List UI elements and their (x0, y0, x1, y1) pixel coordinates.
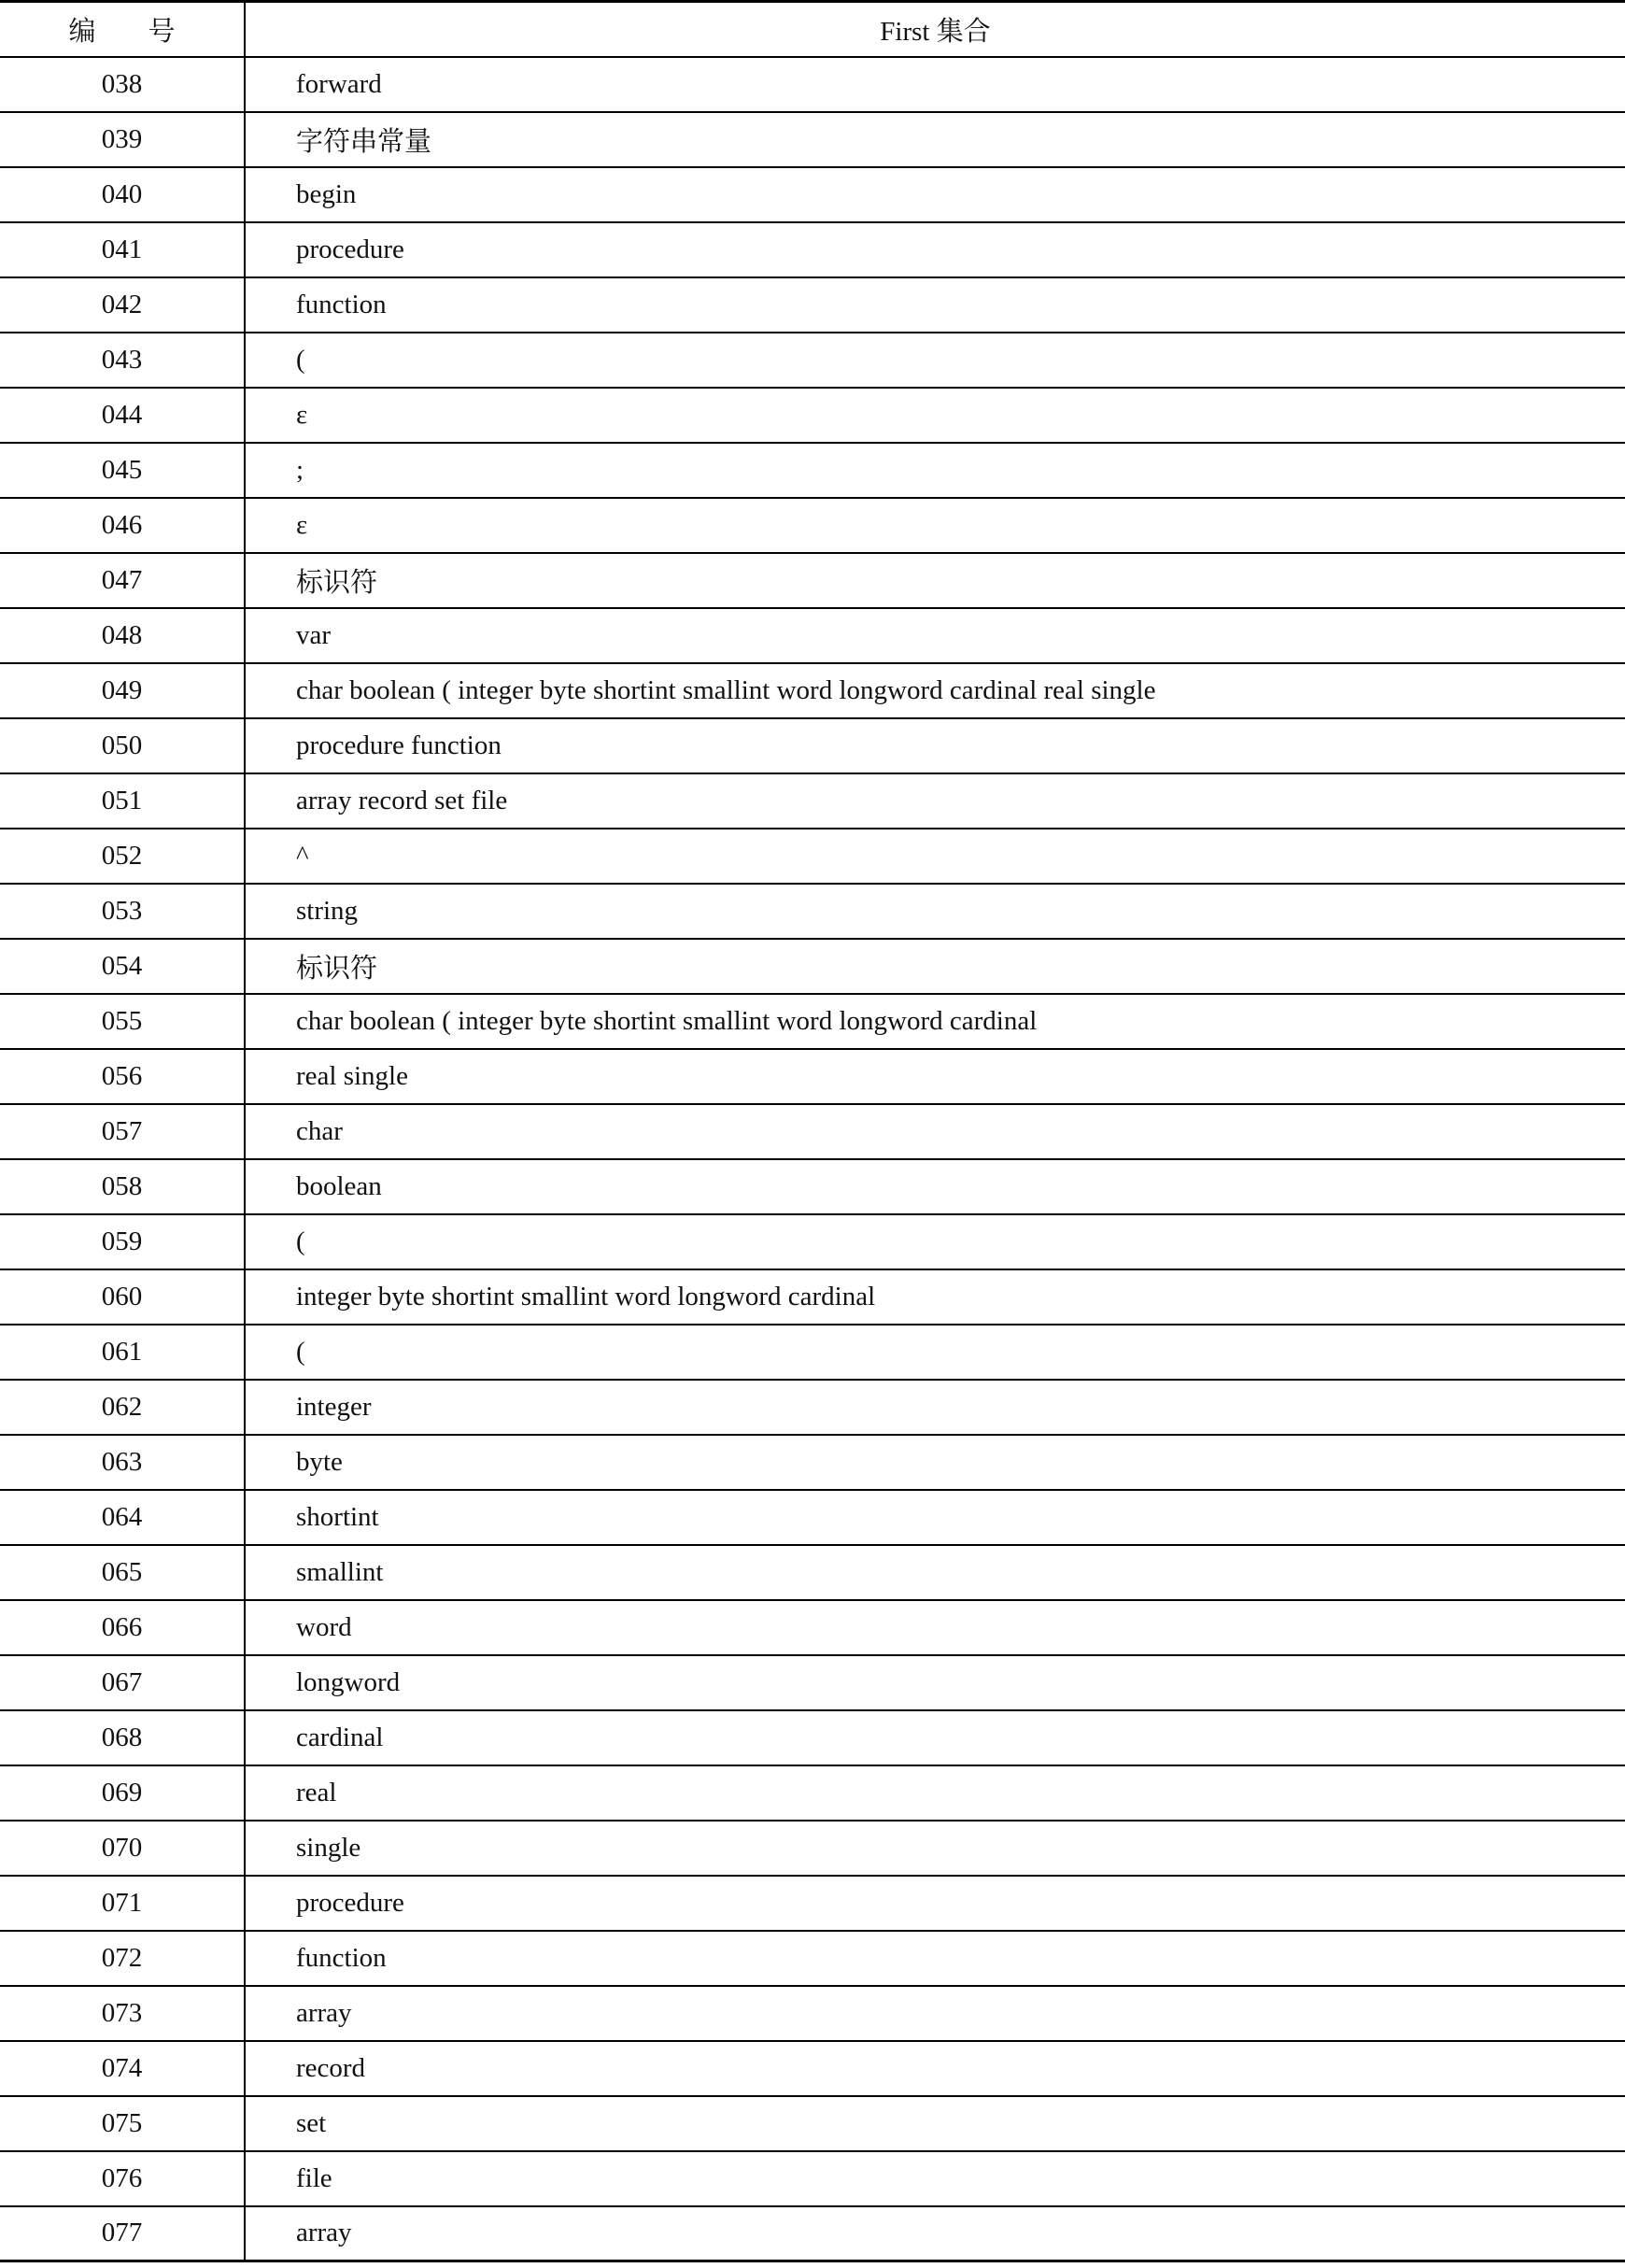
row-first-set-cell: file (245, 2151, 1625, 2206)
table-body (0, 57, 1625, 2261)
row-first-set-cell: procedure function (245, 718, 1625, 773)
row-id-cell: 048 (0, 608, 245, 663)
table-header (0, 2, 1625, 57)
header-first-set: First 集合 (245, 2, 1625, 57)
row-first-set-cell: ( (245, 1214, 1625, 1269)
row-first-set-cell: char (245, 1104, 1625, 1159)
row-id-cell: 073 (0, 1986, 245, 2041)
row-first-set-cell: forward (245, 57, 1625, 112)
table-row (0, 608, 1625, 663)
table-row (0, 2151, 1625, 2206)
table-row (0, 1876, 1625, 1931)
row-first-set-cell: 标识符 (245, 553, 1625, 608)
table-row (0, 553, 1625, 608)
row-id-cell: 039 (0, 112, 245, 167)
row-id-cell: 067 (0, 1655, 245, 1710)
row-first-set-cell: ε (245, 498, 1625, 553)
row-id-cell: 068 (0, 1710, 245, 1765)
table-row (0, 388, 1625, 443)
row-id-cell: 038 (0, 57, 245, 112)
row-first-set-cell: 标识符 (245, 939, 1625, 994)
row-id-cell: 062 (0, 1380, 245, 1435)
row-first-set-cell: 字符串常量 (245, 112, 1625, 167)
row-id-cell: 053 (0, 884, 245, 939)
row-first-set-cell: real single (245, 1049, 1625, 1104)
row-id-cell: 063 (0, 1435, 245, 1490)
row-first-set-cell: array record set file (245, 773, 1625, 829)
row-id-cell: 058 (0, 1159, 245, 1214)
row-id-cell: 043 (0, 333, 245, 388)
row-id-cell: 056 (0, 1049, 245, 1104)
row-id-cell: 077 (0, 2206, 245, 2261)
row-id-cell: 045 (0, 443, 245, 498)
row-id-cell: 044 (0, 388, 245, 443)
row-first-set-cell: set (245, 2096, 1625, 2151)
table-row (0, 1159, 1625, 1214)
row-first-set-cell: string (245, 884, 1625, 939)
row-first-set-cell: shortint (245, 1490, 1625, 1545)
row-id-cell: 059 (0, 1214, 245, 1269)
row-id-cell: 060 (0, 1269, 245, 1325)
row-first-set-cell: integer (245, 1380, 1625, 1435)
row-id-cell: 064 (0, 1490, 245, 1545)
table-row (0, 994, 1625, 1049)
row-id-cell: 050 (0, 718, 245, 773)
table-row (0, 443, 1625, 498)
row-first-set-cell: function (245, 1931, 1625, 1986)
row-first-set-cell: word (245, 1600, 1625, 1655)
row-id-cell: 065 (0, 1545, 245, 1600)
table-row (0, 498, 1625, 553)
row-id-cell: 076 (0, 2151, 245, 2206)
table-row (0, 829, 1625, 884)
row-id-cell: 069 (0, 1765, 245, 1821)
table-row (0, 333, 1625, 388)
row-id-cell: 070 (0, 1821, 245, 1876)
row-first-set-cell: ε (245, 388, 1625, 443)
row-first-set-cell: procedure (245, 1876, 1625, 1931)
row-id-cell: 071 (0, 1876, 245, 1931)
row-id-cell: 061 (0, 1325, 245, 1380)
row-id-cell: 049 (0, 663, 245, 718)
row-first-set-cell: var (245, 608, 1625, 663)
row-first-set-cell: array (245, 1986, 1625, 2041)
table-row (0, 167, 1625, 222)
row-id-cell: 055 (0, 994, 245, 1049)
table-row (0, 718, 1625, 773)
table-row (0, 1710, 1625, 1765)
table-row (0, 57, 1625, 112)
row-first-set-cell: record (245, 2041, 1625, 2096)
table-row (0, 1104, 1625, 1159)
header-id-label: 编号 (68, 16, 228, 47)
row-first-set-cell: byte (245, 1435, 1625, 1490)
row-id-cell: 057 (0, 1104, 245, 1159)
row-first-set-cell: procedure (245, 222, 1625, 277)
table-row (0, 1655, 1625, 1710)
table-row (0, 1600, 1625, 1655)
row-id-cell: 051 (0, 773, 245, 829)
table-row (0, 2096, 1625, 2151)
table-row (0, 1545, 1625, 1600)
row-id-cell: 041 (0, 222, 245, 277)
row-id-cell: 042 (0, 277, 245, 333)
row-first-set-cell: array (245, 2206, 1625, 2261)
row-id-cell: 054 (0, 939, 245, 994)
row-first-set-cell: single (245, 1821, 1625, 1876)
table-row (0, 884, 1625, 939)
row-first-set-cell: begin (245, 167, 1625, 222)
row-first-set-cell: boolean (245, 1159, 1625, 1214)
table-row (0, 1269, 1625, 1325)
table-row (0, 1325, 1625, 1380)
table-row (0, 1214, 1625, 1269)
table-row (0, 112, 1625, 167)
row-id-cell: 074 (0, 2041, 245, 2096)
row-first-set-cell: integer byte shortint smallint word longword cardinal (245, 1269, 1625, 1325)
row-id-cell: 046 (0, 498, 245, 553)
row-id-cell: 040 (0, 167, 245, 222)
row-first-set-cell: char boolean ( integer byte shortint smallint word longword cardinal real single (245, 663, 1625, 718)
row-first-set-cell: longword (245, 1655, 1625, 1710)
row-id-cell: 066 (0, 1600, 245, 1655)
table-row (0, 1986, 1625, 2041)
row-id-cell: 072 (0, 1931, 245, 1986)
row-first-set-cell: function (245, 277, 1625, 333)
row-first-set-cell: ^ (245, 829, 1625, 884)
table-row (0, 2206, 1625, 2261)
table-row (0, 1765, 1625, 1821)
table-row (0, 222, 1625, 277)
table-row (0, 939, 1625, 994)
table-row (0, 1931, 1625, 1986)
row-first-set-cell: ( (245, 333, 1625, 388)
row-first-set-cell: ; (245, 443, 1625, 498)
table-row (0, 1821, 1625, 1876)
row-first-set-cell: ( (245, 1325, 1625, 1380)
table-row (0, 1380, 1625, 1435)
table-row (0, 1049, 1625, 1104)
table-row (0, 277, 1625, 333)
header-row (0, 2, 1625, 57)
header-id (0, 2, 245, 57)
row-first-set-cell: char boolean ( integer byte shortint smallint word longword cardinal (245, 994, 1625, 1049)
table-row (0, 773, 1625, 829)
row-first-set-cell: cardinal (245, 1710, 1625, 1765)
row-first-set-cell: real (245, 1765, 1625, 1821)
row-id-cell: 047 (0, 553, 245, 608)
table-row (0, 1435, 1625, 1490)
row-id-cell: 052 (0, 829, 245, 884)
table-row (0, 1490, 1625, 1545)
table-row (0, 2041, 1625, 2096)
row-first-set-cell: smallint (245, 1545, 1625, 1600)
row-id-cell: 075 (0, 2096, 245, 2151)
table-row (0, 663, 1625, 718)
